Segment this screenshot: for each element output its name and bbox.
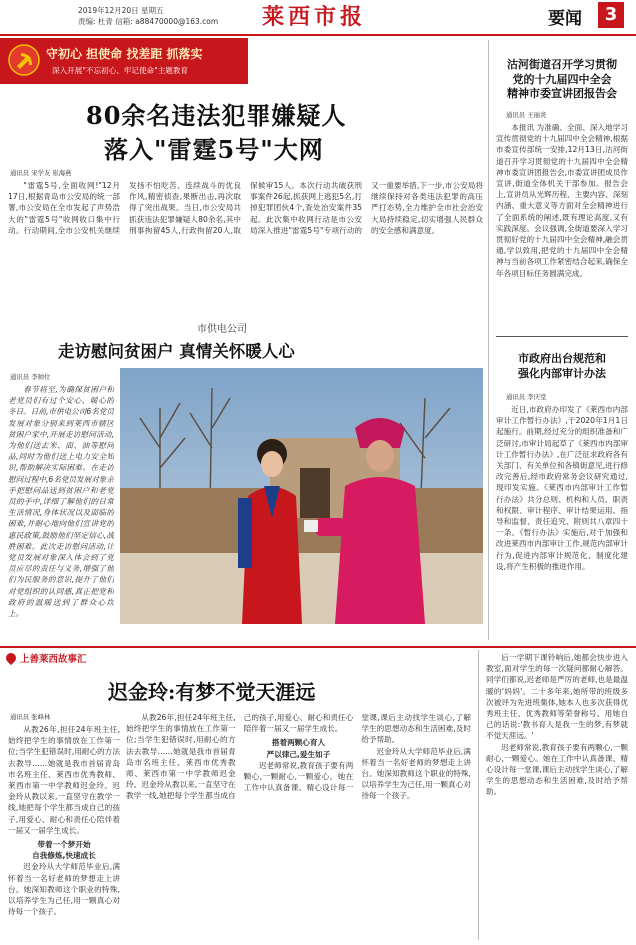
bottom-body-c2: 迟老师常说,教育孩子要有两颗心,一颗耐心,一颗爱心。她在工作中认真备课、精心设计每一堂课,课后主动找学生谈心,了解学生的思想动态和生活困难,及时给予帮助。 [486, 742, 628, 797]
bottom-body-a: 从教26年,担任24年班主任,始终把学生的事情放在工作第一位;当学生犯错误时,用耐心的方法去教导……她就是我市首届青岛市名班主任、莱西市优秀教师、莱西市第一中学教师迟金玲。迟金玲从教以来,一直坚守在教学一线,她把每个学生都当成自己的孩子,用爱心、耐心和责任心陪伴着一届又一届学生成长。 [8, 725, 120, 835]
bottom-body-a2: 从教26年,担任24年班主任,始终把学生的事情放在工作第一位;当学生犯错误时,用耐心的方法去教导……她就是我市首届青岛市名班主任、莱西市优秀教师、莱西市第一中学教师迟金玲。迟金玲从教以来,一直坚守在教学一线,她把每个学生都当成自己的孩子,用爱心、耐心和责任心陪伴着一届又一届学生成长。 [126, 713, 354, 801]
banner [0, 38, 248, 84]
bottom-body-b2: 迟金玲从大学师范毕业后,满怀着当一名好老师的梦想走上讲台。她深知教师这个职业的特殊,以培养学生为己任,用一颗真心对待每一个孩子。 [361, 746, 471, 801]
masthead-rule [0, 34, 636, 36]
right-story1-text: 本报讯 为准确、全面、深入地学习宣传贯彻党的十九届四中全会精神,根据市委宣传部统一安排,12月13日,沽河街道召开学习贯彻党的十九届四中全会精神市委宣讲团报告会,市委宣讲团成员作宣讲,街道全体机关干部参加。报告会上,宣讲员从光辉历程、主要内容、深刻内涵、重大意义等方面对全会精神进行了全面系统的阐述,既有理论高度,又有实践深度。会议强调,全街道要深入学习贯彻好党的十九届四中全会精神,融会贯通,学以致用,把党的十九届四中全会精神与当前各项工作紧密结合起来,确保全年各项目标任务圆满完成。 [496, 123, 628, 278]
masthead [0, 0, 636, 34]
bottom-body-d: 后一学期下课铃响后,她都会快步进入教室,面对学生的每一次疑问都耐心解答。同学们都说,迟老师是严厉的老师,也是最温暖的'妈妈'。二十多年来,她所带的班级多次被评为先进班集体,她本人也多次获得优秀班主任、优秀教师等荣誉称号。用她自己的话说:'教书育人是我一生的梦,有梦就不觉天涯远。' [486, 653, 628, 741]
banner-line2: 深入开展"不忘初心、牢记使命"主题教育 [52, 66, 189, 75]
photo-story-byline: 通讯员 李帅位 [10, 373, 51, 381]
right-story1-byline: 通讯员 王丽炎 [506, 111, 547, 119]
bottom-right-col [486, 652, 628, 940]
photo-story-body [8, 384, 114, 620]
news-photo [120, 368, 483, 624]
bottom-body-b: 迟金玲从大学师范毕业后,满怀着当一名好老师的梦想走上讲台。她深知教师这个职业的特殊,以培养学生为己任,用一颗真心对待每一个孩子。 [8, 862, 120, 917]
page-number: 3 [598, 2, 624, 28]
column-label-text: 上善莱西故事汇 [20, 654, 87, 665]
lead-body-text: "雷霆5号,全面收网!"12月17日,根据青岛市公安局的统一部署,市公安局在全市发起了声势浩大的"雷霆5号"收网收口集中行动。行动期间,全市公安机关继续发扬不怕吃苦、连续战斗的优良作风,精密侦查,果断出击,再次取得了突出战果。当日,市公安局共抓获违法犯罪嫌疑人80余名,其中刑事拘留45人,行政拘留20人,取保候审15人。本次行动共破获刑事案件26起,抓获网上逃犯5名,打掉犯罪团伙4个,查处治安案件35起。此次集中收网行动是市公安局深入推进"雷霆5号"专项行动的又一重要举措,下一步,市公安局将继续保持对各类违法犯罪的高压严打态势,全力维护全市社会治安大局持续稳定,切实增强人民群众的安全感和满意度。 [8, 181, 483, 235]
sub-heading1b: 自我修炼,快速成长 [32, 851, 96, 861]
right-story1-title [496, 58, 628, 102]
right-story2-text: 近日,市政府办印发了《莱西市内部审计工作暂行办法》,于2020年1月1日起施行。前期,经过充分的组织准备和广泛研讨,市审计局起草了《莱西市内部审计工作暂行办法》,在广泛征求政府各有关部门、有关单位和各镇街意见,进行修改完善后,经市政府常务会议研究通过,现印发实施。《莱西市内部审计工作暂行办法》共分总则、机构和人员、职责和权限、审计程序、审计结果运用、指导和监督、责任追究、附则共八章四十一条。《暂行办法》实施后,对于加强和改进莱西市内部审计工作,规范内部审计行为,促进内部审计规范化、制度化建设,将产生积极的推进作用。 [496, 405, 628, 571]
editor-line: 责编: 杜青 信箱: a88470000@163.com [78, 17, 219, 26]
bottom-rule [0, 646, 636, 648]
right-story2-title-line2: 强化内部审计办法 [518, 366, 606, 380]
right-story2-title [496, 352, 628, 381]
right-story1-title-line1: 沽河街道召开学习贯彻 [507, 58, 617, 71]
right-story2-byline: 通讯员 李庆堂 [506, 393, 547, 401]
bottom-title: 迟金玲:有梦不觉天涯远 [108, 680, 316, 704]
sub-heading2: 搭着两颗心育人 [271, 738, 326, 748]
right-divider [496, 336, 628, 337]
column-label [6, 650, 87, 666]
section-name: 要闻 [548, 9, 582, 29]
lead-body [8, 180, 483, 325]
right-story2-title-line1: 市政府出台规范和 [518, 352, 606, 365]
bottom-body-c: 迟老师常说,教育孩子要有两颗心,一颗耐心,一颗爱心。她在工作中认真备课、精心设计每一堂课,课后主动找学生谈心,了解学生的思想动态和生活困难,及时给予帮助。 [243, 713, 471, 793]
right-story1-body [496, 122, 628, 327]
right-story1-title-line3: 精神市委宣讲团报告会 [507, 87, 617, 100]
party-emblem-icon [8, 44, 40, 76]
sub-heading2b: 严以律己,爱生如子 [266, 749, 331, 759]
lead-byline: 通讯员 宋学友 崔海燕 [10, 169, 72, 177]
sub-title: 走访慰问贫困户 真情关怀暖人心 [58, 342, 295, 361]
right-column-divider [488, 40, 489, 640]
photo-story-text: 春节将至,为确保贫困户和老党员们有过个安心、暖心的冬日。日前,市供电公司6名党员发展对象分别来到莱西市辖区贫困户家中,开展走访慰问活动,为他们送去米、面、油等慰问品,同时为他们送上电力安全知识,帮助解决实际困难。在走访慰问过程中,6名党员发展对象亲手把慰问品送到贫困户和老党员的手中,详细了解他们的日常生活情况,身体状况以及面临的困难,并耐心地向他们宣讲党的惠民政策,鼓励他们坚定信心,战胜困难。此次走访慰问活动,让党员发展对象深入体会到了党员应尽的责任与义务,增强了他们为民服务的意识,提升了他们对党组织的认同感,真正把党和政府的温暖送到了群众心坎上。 [8, 385, 114, 619]
right-story2-body [496, 404, 628, 636]
sub-heading1: 带着一个梦开始 [37, 840, 91, 850]
bottom-right-divider [478, 650, 479, 940]
paper-name: 莱西市报 [262, 4, 367, 30]
lead-title-1: 80余名违法犯罪嫌疑人 [86, 101, 347, 130]
bottom-byline: 通讯员 张峰林 [10, 713, 51, 721]
banner-line1: 守初心 担使命 找差距 抓落实 [46, 47, 203, 61]
sub-kicker: 市供电公司 [197, 324, 247, 335]
bottom-col2 [126, 712, 471, 940]
right-story1-title-line2: 党的十九届四中全会 [512, 72, 612, 86]
bottom-col1 [8, 724, 120, 939]
lead-title-2: 落入"雷霆5号"大网 [104, 135, 324, 164]
lotus-icon [4, 651, 18, 665]
date-line: 2019年12月20日 星期五 [78, 6, 164, 15]
